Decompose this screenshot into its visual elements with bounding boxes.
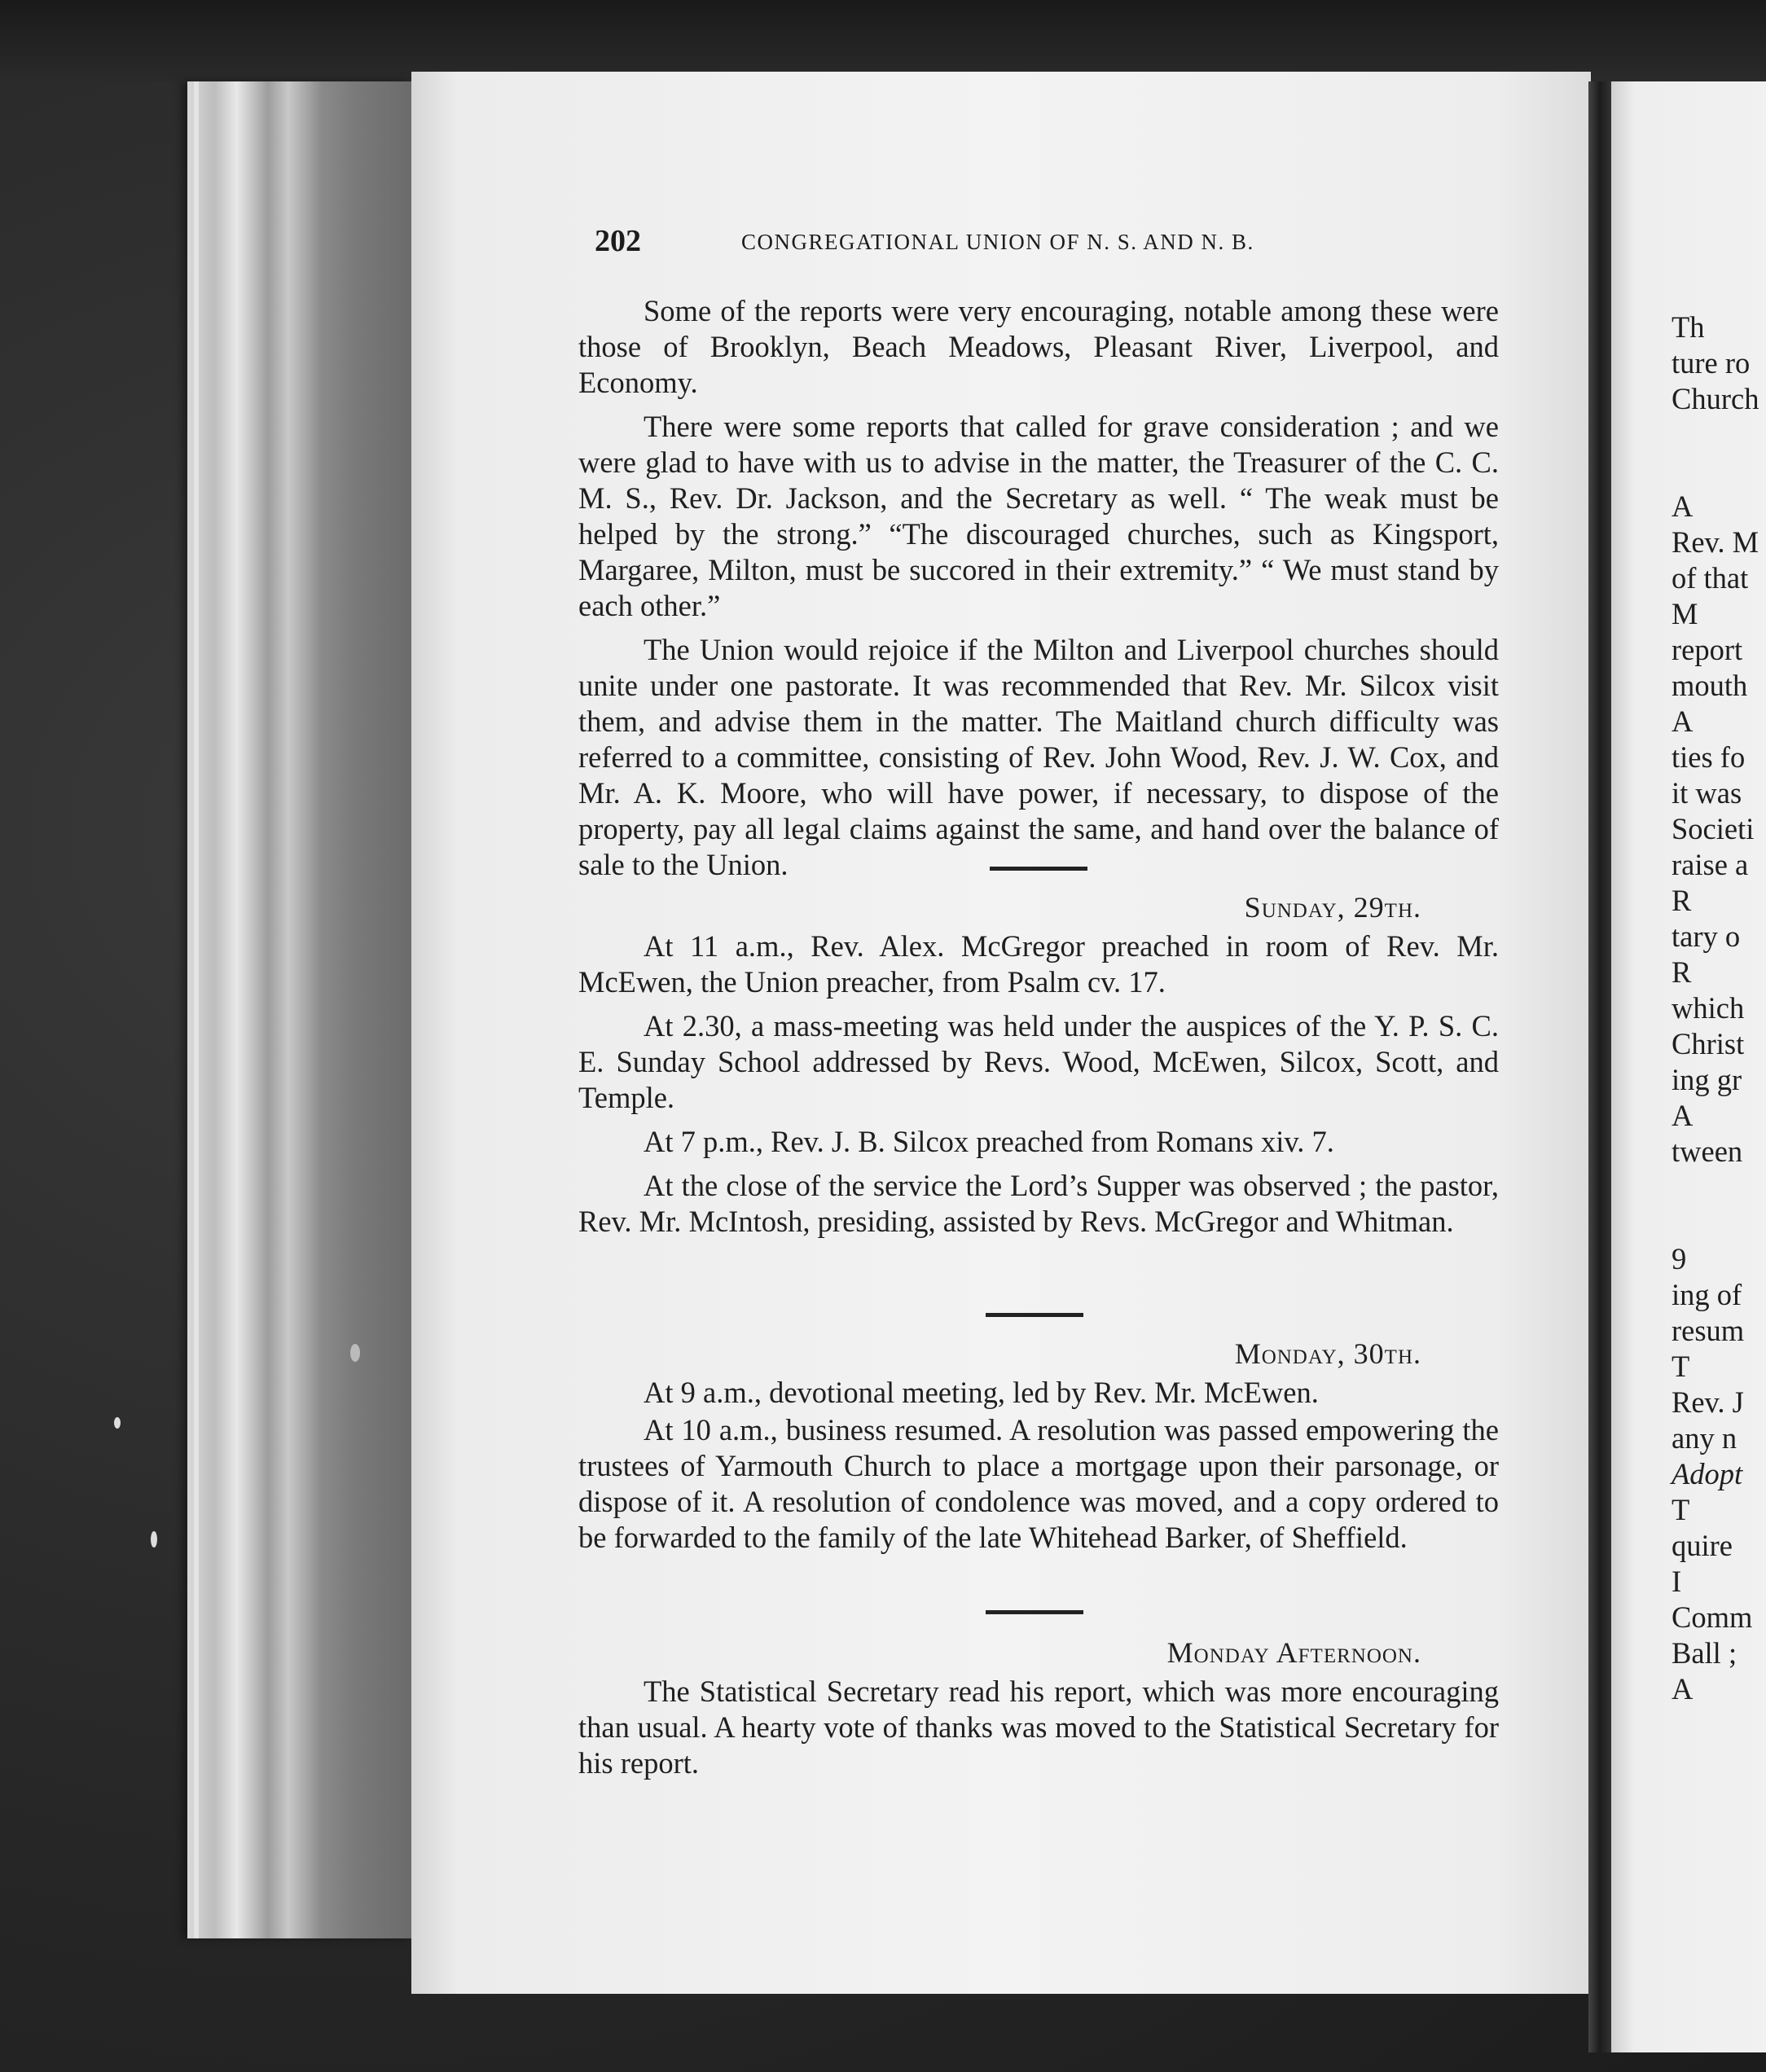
page-header: [595, 223, 1491, 264]
paragraph: At 9 a.m., devotional meeting, led by Rev. Mr. McEwen.: [644, 1376, 1319, 1409]
facing-page-line: which: [1672, 991, 1745, 1025]
dust-speck: [114, 1417, 121, 1429]
facing-page-line: ture ro: [1672, 346, 1751, 380]
section-divider: [986, 1610, 1083, 1614]
opening-section: [578, 293, 1499, 883]
facing-page-line: M: [1672, 597, 1698, 630]
paragraph: At the close of the service the Lord’s Supper was observed ; the pastor, Rev. Mr. McIntosh, presiding, assisted by Revs. McGregor and Whitman.: [578, 1169, 1499, 1238]
facing-page-line: raise a: [1672, 848, 1749, 881]
paragraph: At 2.30, a mass-meeting was held under the auspices of the Y. P. S. C. E. Sunday School addressed by Revs. Wood, McEwen, Silcox, Scott, and Temple.: [578, 1009, 1499, 1114]
paragraph: There were some reports that called for grave consideration ; and we were glad to have with us to advise in the matter, the Treasurer of the C. C. M. S., Rev. Dr. Jackson, and the Secretary as well. “ The weak must be helped by the strong.” “The discouraged churches, such as Kingsport, Margaree, Milton, must be succored in their extremity.” “ We must stand by each other.”: [578, 410, 1499, 622]
section-divider: [990, 867, 1087, 871]
section-divider: [986, 1313, 1083, 1317]
paragraph: The Statistical Secretary read his report, which was more encouraging than usual. A hearty vote of thanks was moved to the Statistical Secretary for his report.: [578, 1675, 1499, 1780]
facing-page-line: report: [1672, 633, 1743, 666]
paragraph: At 11 a.m., Rev. Alex. McGregor preached in room of Rev. Mr. McEwen, the Union preacher, from Psalm cv. 17.: [578, 929, 1499, 999]
facing-page-line: Societi: [1672, 812, 1755, 845]
facing-page-line: it was: [1672, 776, 1742, 810]
facing-page-line: Church: [1672, 382, 1759, 415]
page-number: 202: [595, 224, 641, 258]
book-page-edges: [187, 81, 411, 1938]
facing-page-line: A: [1672, 1099, 1694, 1132]
facing-page-line: Rev. M: [1672, 525, 1759, 559]
book-gutter: [1588, 81, 1611, 2052]
facing-page-line: of that: [1672, 561, 1749, 595]
facing-page-line: A: [1672, 1672, 1694, 1705]
facing-page-line: quire: [1672, 1529, 1733, 1562]
paragraph: Some of the reports were very encouraging, notable among these were those of Brooklyn, Beach Meadows, Pleasant River, Liverpool, and Economy.: [578, 294, 1499, 399]
facing-page-line: R: [1672, 884, 1692, 917]
scan-top-edge: [0, 0, 1766, 81]
facing-page-line: A: [1672, 705, 1694, 738]
facing-page-line: mouth: [1672, 669, 1748, 702]
section-heading-monday: Monday, 30th.: [1234, 1337, 1421, 1370]
facing-page-line: tween: [1672, 1135, 1743, 1168]
facing-page-line: ties fo: [1672, 740, 1746, 774]
paragraph: The Union would rejoice if the Milton and Liverpool churches should unite under one pastorate. It was recommended that Rev. Mr. Silcox visit them, and advise them in the matter. The Maitland church difficulty was referred to a committee, consisting of Rev. John Wood, Rev. J. W. Cox, and Mr. A. K. Moore, who will have power, if necessary, to dispose of the property, pay all legal claims against the same, and hand over the balance of sale to the Union.: [578, 633, 1499, 881]
dust-speck: [151, 1531, 157, 1547]
facing-page-line: Christ: [1672, 1027, 1745, 1060]
section-heading-sunday: Sunday, 29th.: [1244, 891, 1421, 924]
paragraph: At 7 p.m., Rev. J. B. Silcox preached from Romans xiv. 7.: [644, 1125, 1334, 1158]
sunday-section: [578, 928, 1499, 1240]
facing-page-line: Adopt: [1672, 1457, 1743, 1490]
facing-page-line: Rev. J: [1672, 1385, 1744, 1419]
facing-page-line: T: [1672, 1350, 1690, 1383]
section-heading-monday-afternoon: Monday Afternoon.: [1166, 1636, 1421, 1669]
running-title: CONGREGATIONAL UNION OF N. S. AND N. B.: [741, 230, 1254, 254]
facing-page-line: I: [1672, 1565, 1682, 1598]
facing-page-line: [1672, 417, 1759, 453]
facing-page-line: ing gr: [1672, 1063, 1742, 1096]
facing-page-line: resum: [1672, 1314, 1745, 1347]
facing-page-line: any n: [1672, 1421, 1737, 1455]
facing-page-line: A: [1672, 489, 1694, 523]
facing-page-text: [1672, 309, 1759, 1707]
facing-page-line: Th: [1672, 310, 1705, 344]
facing-page-line: [1672, 1170, 1759, 1205]
facing-page-line: Comm: [1672, 1600, 1753, 1634]
facing-page-line: tary o: [1672, 920, 1741, 953]
facing-page-line: ing of: [1672, 1278, 1742, 1311]
facing-page-line: [1672, 1205, 1759, 1241]
facing-page-line: 9: [1672, 1242, 1687, 1275]
facing-page-line: [1672, 453, 1759, 489]
monday-afternoon-section: [578, 1674, 1499, 1781]
facing-page-line: R: [1672, 955, 1692, 989]
monday-section: [578, 1375, 1499, 1556]
paragraph: At 10 a.m., business resumed. A resolution was passed empowering the trustees of Yarmouth Church to place a mortgage upon their parsonage, or dispose of it. A resolution of condolence was moved, and a copy ordered to be forwarded to the family of the late Whitehead Barker, of Sheffield.: [578, 1413, 1499, 1554]
facing-page-line: Ball ;: [1672, 1636, 1737, 1670]
dust-speck: [350, 1344, 360, 1362]
facing-page-line: T: [1672, 1493, 1690, 1526]
